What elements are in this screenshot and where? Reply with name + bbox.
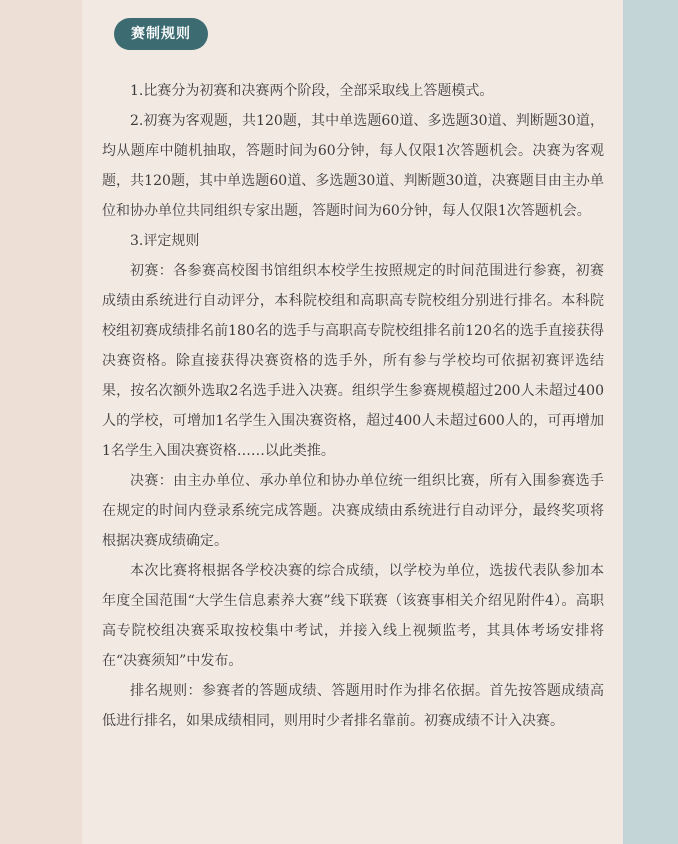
content-panel bbox=[82, 0, 623, 844]
rules-text bbox=[102, 76, 604, 736]
section-title-badge: 赛制规则 bbox=[114, 18, 208, 50]
paragraph-ranking-rules: 排名规则：参赛者的答题成绩、答题用时作为排名依据。首先按答题成绩高低进行排名，如果成绩相同，则用时少者排名靠前。初赛成绩不计入决赛。 bbox=[102, 683, 604, 729]
paragraph-stages: 1.比赛分为初赛和决赛两个阶段，全部采取线上答题模式。 bbox=[130, 83, 494, 99]
paragraph-question-format: 2.初赛为客观题，共120题，其中单选题60道、多选题30道、判断题30道，均从题库中随机抽取，答题时间为60分钟，每人仅限1次答题机会。决赛为客观题，共120题，其中单选题60道、多选题30道、判断题30道，决赛题目由主办单位和协办单位共同组织专家出题，答题时间为60分钟，每人仅限1次答题机会。 bbox=[102, 113, 604, 219]
right-margin bbox=[623, 0, 678, 844]
paragraph-preliminary: 初赛：各参赛高校图书馆组织本校学生按照规定的时间范围进行参赛，初赛成绩由系统进行自动评分，本科院校组和高职高专院校组分别进行排名。本科院校组初赛成绩排名前180名的选手与高职高专院校组排名前120名的选手直接获得决赛资格。除直接获得决赛资格的选手外，所有参与学校均可依据初赛评选结果，按名次额外选取2名选手进入决赛。组织学生参赛规模超过200人未超过400人的学校，可增加1名学生入围决赛资格，超过400人未超过600人的，可再增加1名学生入围决赛资格……以此类推。 bbox=[102, 263, 604, 459]
paragraph-judging-heading: 3.评定规则 bbox=[130, 233, 200, 249]
paragraph-team-selection: 本次比赛将根据各学校决赛的综合成绩，以学校为单位，选拔代表队参加本年度全国范围“大学生信息素养大赛”线下联赛（该赛事相关介绍见附件4）。高职高专院校组决赛采取按校集中考试，并接入线上视频监考，其具体考场安排将在“决赛须知”中发布。 bbox=[102, 563, 604, 669]
paragraph-final: 决赛：由主办单位、承办单位和协办单位统一组织比赛，所有入围参赛选手在规定的时间内登录系统完成答题。决赛成绩由系统进行自动评分，最终奖项将根据决赛成绩确定。 bbox=[102, 473, 604, 549]
left-margin bbox=[0, 0, 82, 844]
